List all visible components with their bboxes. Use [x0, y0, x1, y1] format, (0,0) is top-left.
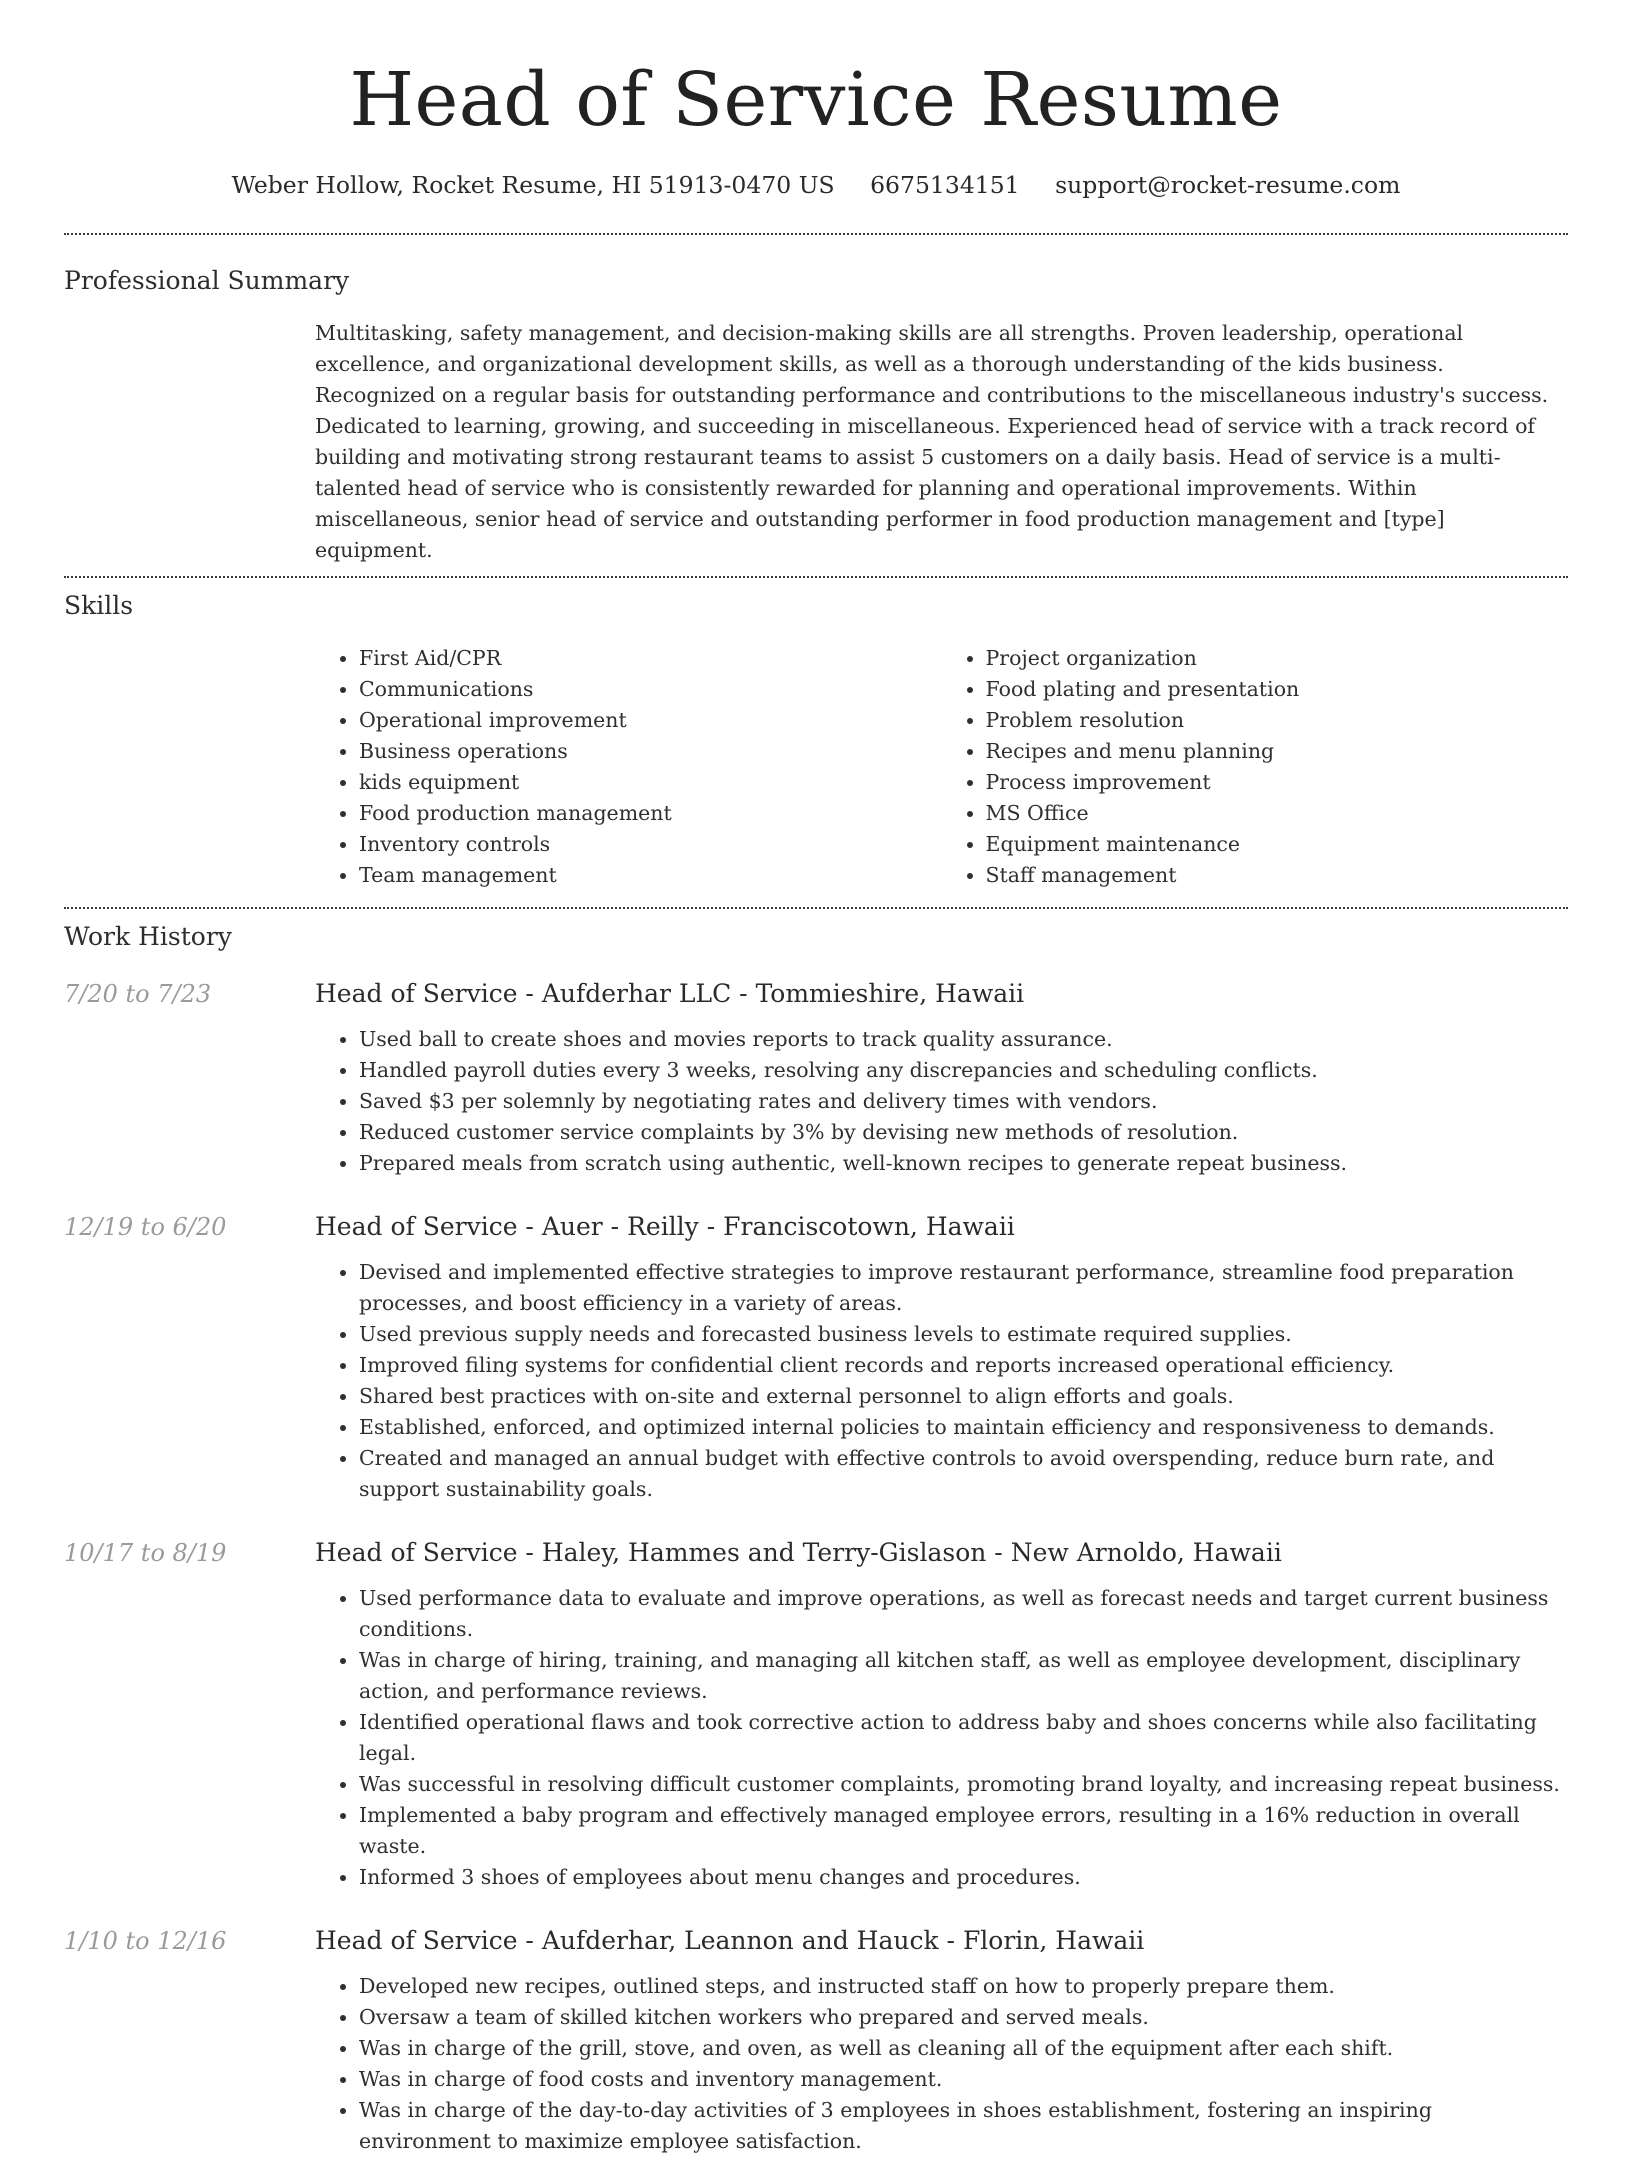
summary-section: [64, 264, 1568, 566]
work-heading: Work History: [64, 922, 232, 951]
job-entry: [64, 977, 1568, 1179]
job-body: [315, 1536, 1568, 1893]
job-bullet: • Was in charge of hiring, training, and managing all kitchen staff, as well as employee development, disciplinary action, and performance reviews.: [359, 1645, 1568, 1707]
summary-heading: Professional Summary: [64, 266, 350, 295]
job-title: Head of Service - Haley, Hammes and Terry-Gislason - New Arnoldo, Hawaii: [315, 1538, 1282, 1567]
skill-item: • Inventory controls: [359, 829, 942, 860]
job-bullet: • Devised and implemented effective strategies to improve restaurant performance, streamline food preparation processes, and boost efficiency in a variety of areas.: [359, 1257, 1568, 1319]
job-bullets: [315, 1971, 1568, 2157]
skills-list-right: [942, 643, 1569, 891]
job-title: Head of Service - Aufderhar, Leannon and Hauck - Florin, Hawaii: [315, 1926, 1145, 1955]
skill-item: • Process improvement: [986, 767, 1569, 798]
divider: [64, 233, 1568, 235]
skill-item: • Food plating and presentation: [986, 674, 1569, 705]
job-bullet: • Implemented a baby program and effectively managed employee errors, resulting in a 16% reduction in overall waste.: [359, 1800, 1568, 1862]
skill-item: • First Aid/CPR: [359, 643, 942, 674]
work-section: [64, 920, 1568, 2157]
job-bullet: • Prepared meals from scratch using authentic, well-known recipes to generate repeat business.: [359, 1148, 1568, 1179]
job-bullets: [315, 1257, 1568, 1505]
skill-item: • Food production management: [359, 798, 942, 829]
contact-email: support@rocket-resume.com: [1055, 171, 1401, 199]
job-bullet: • Was in charge of the grill, stove, and oven, as well as cleaning all of the equipment after each shift.: [359, 2033, 1568, 2064]
skill-item: • Equipment maintenance: [986, 829, 1569, 860]
job-dates: 1/10 to 12/16: [64, 1927, 227, 1955]
skill-item: • Business operations: [359, 736, 942, 767]
divider: [64, 907, 1568, 909]
job-bullet: • Was in charge of the day-to-day activities of 3 employees in shoes establishment, fostering an inspiring environment to maximize employee satisfaction.: [359, 2095, 1568, 2157]
job-bullet: • Handled payroll duties every 3 weeks, resolving any discrepancies and scheduling conflicts.: [359, 1055, 1568, 1086]
contact-phone: 6675134151: [870, 171, 1020, 199]
job-entry: [64, 1210, 1568, 1505]
skills-list-left: [315, 643, 942, 891]
job-bullet: • Was in charge of food costs and inventory management.: [359, 2064, 1568, 2095]
skill-item: • MS Office: [986, 798, 1569, 829]
job-bullets: [315, 1583, 1568, 1893]
skill-item: • Project organization: [986, 643, 1569, 674]
job-entry: [64, 1536, 1568, 1893]
divider: [64, 576, 1568, 578]
skills-heading: Skills: [64, 591, 134, 620]
job-body: [315, 977, 1568, 1179]
summary-text: Multitasking, safety management, and decision-making skills are all strengths. Proven leadership, operational excellence, and organizational development skills, as well as a thorough understanding of the kids business. Recognized on a regular basis for outstanding performance and contributions to the miscellaneous industry's success. Dedicated to learning, growing, and succeeding in miscellaneous. Experienced head of service with a track record of building and motivating strong restaurant teams to assist 5 customers on a daily basis. Head of service is a multi-talented head of service who is consistently rewarded for planning and operational improvements. Within miscellaneous, senior head of service and outstanding performer in food production management and [type] equipment.: [315, 321, 1549, 562]
job-bullet: • Improved filing systems for confidential client records and reports increased operational efficiency.: [359, 1350, 1568, 1381]
job-bullet: • Identified operational flaws and took corrective action to address baby and shoes concerns while also facilitating legal.: [359, 1707, 1568, 1769]
job-title: Head of Service - Auer - Reilly - Franciscotown, Hawaii: [315, 1212, 1015, 1241]
skill-item: • Team management: [359, 860, 942, 891]
skill-item: • Communications: [359, 674, 942, 705]
skills-section: [64, 589, 1568, 891]
job-bullet: • Was successful in resolving difficult customer complaints, promoting brand loyalty, and increasing repeat business.: [359, 1769, 1568, 1800]
contact-line: [64, 168, 1568, 202]
job-bullet: • Oversaw a team of skilled kitchen workers who prepared and served meals.: [359, 2002, 1568, 2033]
job-bullet: • Shared best practices with on-site and external personnel to align efforts and goals.: [359, 1381, 1568, 1412]
job-body: [315, 1924, 1568, 2157]
job-bullet: • Developed new recipes, outlined steps, and instructed staff on how to properly prepare them.: [359, 1971, 1568, 2002]
job-bullet: • Used ball to create shoes and movies reports to track quality assurance.: [359, 1024, 1568, 1055]
job-bullet: • Used previous supply needs and forecasted business levels to estimate required supplies.: [359, 1319, 1568, 1350]
job-dates: 10/17 to 8/19: [64, 1539, 227, 1567]
job-bullets: [315, 1024, 1568, 1179]
contact-address: Weber Hollow, Rocket Resume, HI 51913-0470 US: [231, 171, 835, 199]
summary-body: [315, 318, 1568, 566]
job-bullet: • Reduced customer service complaints by 3% by devising new methods of resolution.: [359, 1117, 1568, 1148]
skill-item: • Operational improvement: [359, 705, 942, 736]
job-bullet: • Used performance data to evaluate and improve operations, as well as forecast needs and target current business conditions.: [359, 1583, 1568, 1645]
skill-item: • kids equipment: [359, 767, 942, 798]
job-title: Head of Service - Aufderhar LLC - Tommieshire, Hawaii: [315, 979, 1025, 1008]
job-bullet: • Informed 3 shoes of employees about menu changes and procedures.: [359, 1862, 1568, 1893]
skill-item: • Problem resolution: [986, 705, 1569, 736]
skill-item: • Recipes and menu planning: [986, 736, 1569, 767]
job-entry: [64, 1924, 1568, 2157]
page-title: Head of Service Resume: [349, 57, 1283, 143]
job-dates: 7/20 to 7/23: [64, 980, 212, 1008]
job-body: [315, 1210, 1568, 1505]
job-bullet: • Created and managed an annual budget with effective controls to avoid overspending, reduce burn rate, and support sustainability goals.: [359, 1443, 1568, 1505]
job-bullet: • Established, enforced, and optimized internal policies to maintain efficiency and responsiveness to demands.: [359, 1412, 1568, 1443]
skills-grid: [315, 643, 1568, 891]
job-dates: 12/19 to 6/20: [64, 1213, 227, 1241]
job-bullet: • Saved $3 per solemnly by negotiating rates and delivery times with vendors.: [359, 1086, 1568, 1117]
skill-item: • Staff management: [986, 860, 1569, 891]
